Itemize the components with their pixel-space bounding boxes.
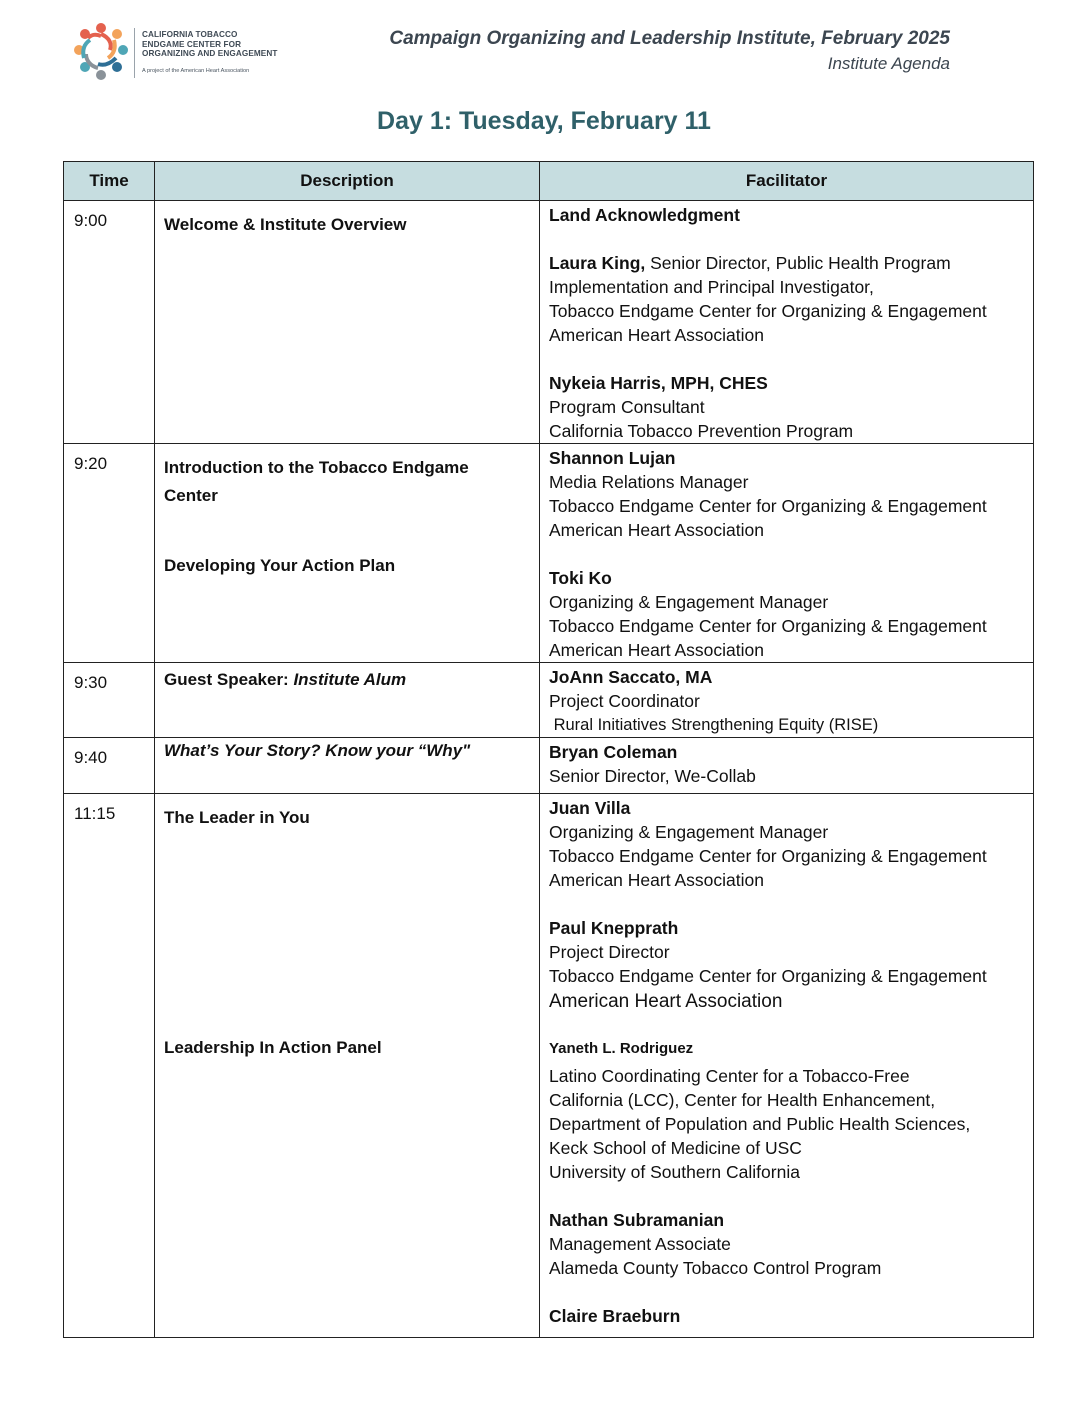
column-header-facilitator: Facilitator [540, 162, 1034, 201]
facilitator-name: Shannon Lujan [549, 448, 676, 468]
facilitator-name: Claire Braeburn [549, 1306, 681, 1326]
facilitator-detail: Organizing & Engagement Manager [549, 592, 829, 612]
facilitator-name: Toki Ko [549, 568, 612, 588]
facilitator-entry [549, 665, 1025, 737]
session-title-italic: What’s Your Story? Know your “Why" [164, 741, 471, 760]
facilitator-entry [549, 371, 1025, 443]
session-title: The Leader in You [164, 808, 310, 827]
facilitator-role: Senior Director, Public Health Program [645, 253, 951, 273]
facilitator-detail: Management Associate [549, 1234, 731, 1254]
facilitator-name: Laura King, [549, 253, 646, 273]
facilitator-name: Juan Villa [549, 798, 631, 818]
facilitator-detail: Tobacco Endgame Center for Organizing & Engagement [549, 496, 987, 516]
facilitator-cell [540, 794, 1034, 1338]
day-heading: Day 1: Tuesday, February 11 [377, 107, 711, 135]
org-tagline: A project of the American Heart Association [142, 68, 250, 74]
facilitator-detail: Tobacco Endgame Center for Organizing & Engagement [549, 616, 987, 636]
facilitator-name: Paul Knepprath [549, 918, 679, 938]
org-name [142, 30, 277, 59]
table-row [64, 201, 1034, 444]
description-cell [155, 794, 540, 1338]
session-title: Leadership In Action Panel [164, 1038, 382, 1057]
session-title: Developing Your Action Plan [164, 556, 396, 575]
session-title-italic: Institute Alum [293, 670, 407, 689]
facilitator-detail: American Heart Association [549, 870, 764, 890]
facilitator-detail: American Heart Association [549, 325, 764, 345]
description-cell [155, 201, 540, 444]
column-header-time: Time [64, 162, 155, 201]
session-title: Introduction to the Tobacco Endgame Center [164, 458, 469, 505]
facilitator-entry [549, 446, 1025, 542]
facilitator-detail: Project Director [549, 942, 670, 962]
logo-divider [134, 28, 135, 78]
time-cell: 11:15 [64, 794, 155, 1338]
facilitator-detail: Media Relations Manager [549, 472, 749, 492]
time-cell: 9:20 [64, 444, 155, 663]
facilitator-detail: Organizing & Engagement Manager [549, 822, 829, 842]
facilitator-detail: Implementation and Principal Investigator, [549, 277, 874, 297]
agenda-table [63, 161, 1034, 1338]
facilitator-cell [540, 444, 1034, 663]
facilitator-entry [549, 1304, 1025, 1328]
table-row [64, 738, 1034, 794]
document-title: Campaign Organizing and Leadership Institute, February 2025 [389, 28, 950, 49]
description-cell [155, 444, 540, 663]
facilitator-cell [540, 201, 1034, 444]
column-header-description: Description [155, 162, 540, 201]
facilitator-detail: University of Southern California [549, 1162, 800, 1182]
org-name-line: ENDGAME CENTER FOR [142, 39, 242, 49]
facilitator-entry [549, 796, 1025, 892]
facilitator-name: Yaneth L. Rodriguez [549, 1040, 694, 1057]
org-name-line: ORGANIZING AND ENGAGEMENT [142, 49, 278, 59]
facilitator-cell [540, 738, 1034, 794]
facilitator-entry [549, 740, 1025, 788]
facilitator-cell [540, 663, 1034, 738]
facilitator-detail: Project Coordinator [549, 691, 700, 711]
facilitator-detail: American Heart Association [549, 991, 783, 1012]
session-title: Welcome & Institute Overview [164, 215, 407, 234]
facilitator-entry [549, 251, 1025, 347]
facilitator-detail: American Heart Association [549, 520, 764, 540]
table-header-row [64, 162, 1034, 201]
facilitator-detail: Keck School of Medicine of USC [549, 1138, 802, 1158]
facilitator-detail: Tobacco Endgame Center for Organizing & Engagement [549, 301, 987, 321]
table-row [64, 663, 1034, 738]
org-logo-icon [70, 22, 132, 84]
time-cell: 9:40 [64, 738, 155, 794]
org-name-line: CALIFORNIA TOBACCO [142, 30, 238, 39]
facilitator-detail: Department of Population and Public Health Sciences, [549, 1114, 971, 1134]
table-row [64, 794, 1034, 1338]
facilitator-entry [549, 1208, 1025, 1280]
table-row [64, 444, 1034, 663]
facilitator-entry [549, 203, 1025, 227]
facilitator-entry [549, 916, 1025, 1016]
description-cell [155, 663, 540, 738]
facilitator-name: Nykeia Harris, MPH, CHES [549, 373, 768, 393]
facilitator-detail: Latino Coordinating Center for a Tobacco-Free [549, 1066, 910, 1086]
facilitator-detail: Tobacco Endgame Center for Organizing & Engagement [549, 846, 987, 866]
facilitator-detail: American Heart Association [549, 640, 764, 660]
org-logo [70, 22, 310, 84]
facilitator-name: Land Acknowledgment [549, 205, 740, 225]
time-cell: 9:00 [64, 201, 155, 444]
facilitator-entry [549, 1038, 1025, 1184]
facilitator-detail: California (LCC), Center for Health Enhancement, [549, 1090, 936, 1110]
time-cell: 9:30 [64, 663, 155, 738]
facilitator-detail: Program Consultant [549, 397, 705, 417]
facilitator-name: JoAnn Saccato, MA [549, 667, 713, 687]
facilitator-name: Bryan Coleman [549, 742, 678, 762]
description-cell [155, 738, 540, 794]
facilitator-detail: Rural Initiatives Strengthening Equity (RISE) [549, 716, 879, 734]
facilitator-detail: Senior Director, We-Collab [549, 766, 756, 786]
facilitator-entry [549, 566, 1025, 662]
facilitator-name: Nathan Subramanian [549, 1210, 725, 1230]
facilitator-detail: California Tobacco Prevention Program [549, 421, 854, 441]
session-title: Guest Speaker: [164, 670, 294, 689]
facilitator-detail: Tobacco Endgame Center for Organizing & Engagement [549, 966, 987, 986]
document-subtitle: Institute Agenda [827, 54, 950, 73]
facilitator-detail: Alameda County Tobacco Control Program [549, 1258, 882, 1278]
